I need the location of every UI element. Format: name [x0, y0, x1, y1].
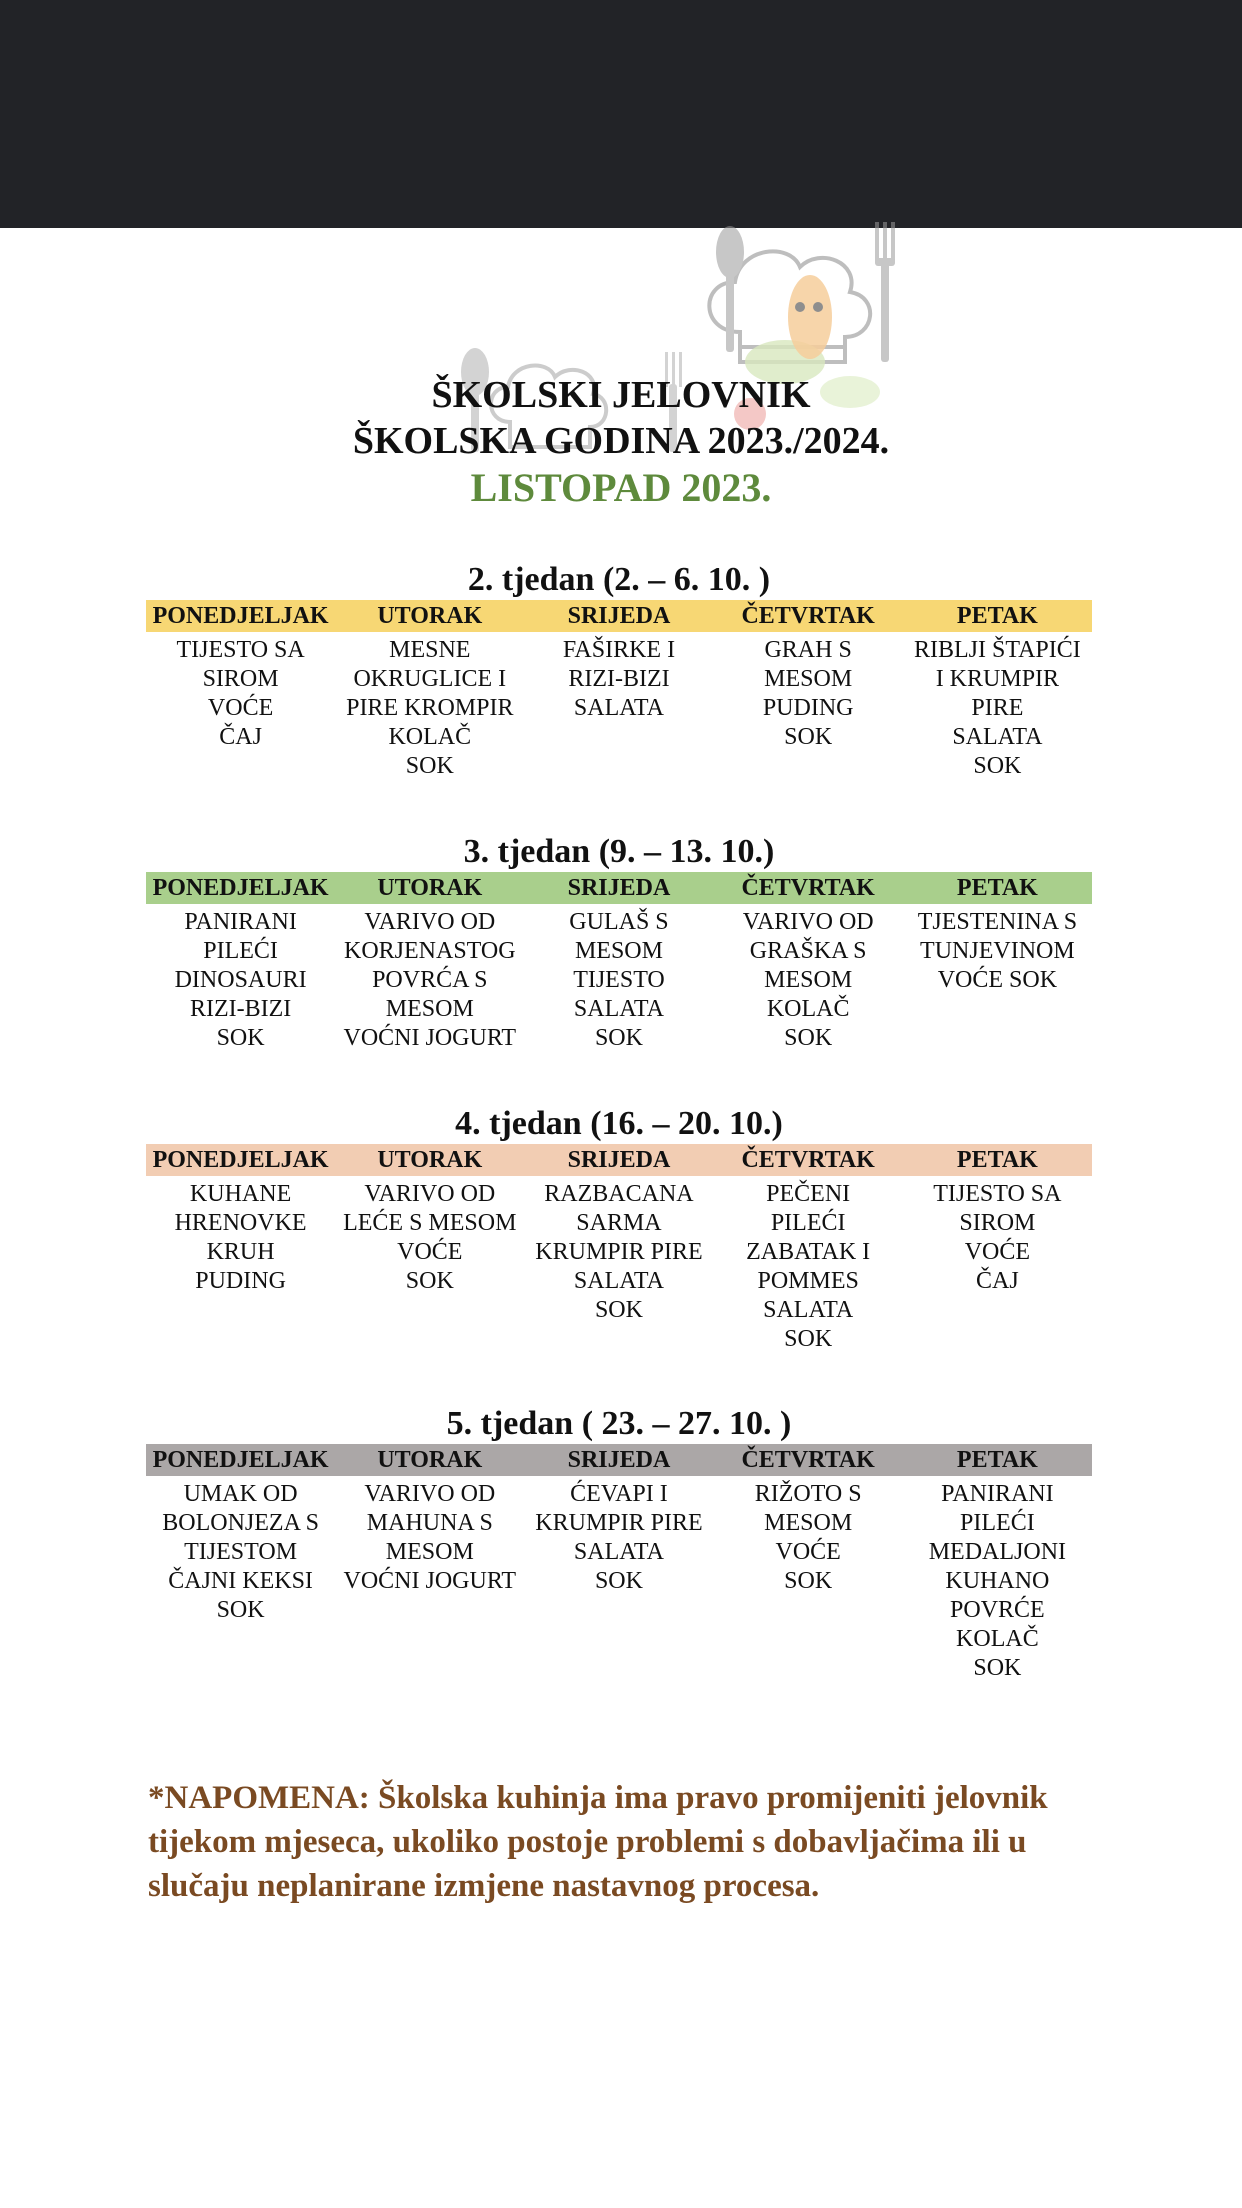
meal-line: ĆEVAPI I [570, 1481, 668, 1507]
meal-line: POVRĆA S [372, 967, 488, 993]
meal-line: SOK [973, 1655, 1022, 1681]
meal-line: KOLAČ [388, 724, 472, 750]
days-header-row [146, 600, 1092, 632]
meal-line: TIJESTO SA [933, 1181, 1062, 1207]
note-paragraph: *NAPOMENA: Školska kuhinja ima pravo promijeniti jelovnik tijekom mjeseca, ukoliko postoje problemi s dobavljačima ili u slučaju neplanirane izmjene nastavnog procesa. [148, 1780, 1048, 1904]
meal-line: MESOM [764, 666, 853, 692]
meal-line: PEČENI [766, 1181, 851, 1207]
meal-line: SIROM [202, 666, 279, 692]
menu-table [146, 872, 1092, 1053]
day-header: UTORAK [377, 1446, 483, 1473]
meal-line: POMMES [757, 1268, 859, 1294]
meal-line: SOK [594, 1297, 643, 1323]
meal-cell [714, 1176, 903, 1354]
meal-line: SIROM [959, 1210, 1036, 1236]
meal-line: ČAJ [976, 1268, 1019, 1294]
day-header: ČETVRTAK [741, 1146, 875, 1173]
meal-line: SOK [784, 1025, 833, 1051]
meal-line: GRAH S [764, 637, 852, 663]
meal-line: RIZI-BIZI [568, 666, 670, 692]
meal-line: VARIVO OD [364, 909, 496, 935]
day-header: PONEDJELJAK [152, 1446, 329, 1473]
meal-cell [335, 1476, 524, 1683]
meal-line: PILEĆI [770, 1210, 846, 1236]
meal-line: GULAŠ S [569, 909, 669, 935]
meal-line: SOK [784, 1326, 833, 1352]
meal-line: RIZI-BIZI [189, 996, 292, 1022]
title-school-year: ŠKOLSKA GODINA 2023./2024. [352, 420, 890, 462]
meal-line: VOĆNI JOGURT [343, 1025, 517, 1051]
meal-line: MEDALJONI [928, 1539, 1067, 1565]
week-title: 2. tjedan (2. – 6. 10. ) [467, 561, 771, 598]
meal-line: MESOM [764, 967, 853, 993]
meal-line: KOLAČ [956, 1626, 1039, 1652]
meal-line: SALATA [763, 1297, 854, 1323]
meal-line: VOĆE [207, 695, 274, 721]
meal-cell [903, 632, 1092, 781]
meal-line: SOK [973, 753, 1022, 779]
meal-line: SOK [405, 1268, 454, 1294]
day-header: SRIJEDA [567, 1146, 671, 1173]
meal-line: PANIRANI [941, 1481, 1054, 1507]
meal-line: DINOSAURI [174, 967, 307, 993]
meal-line: MESOM [574, 938, 663, 964]
meal-line: SALATA [952, 724, 1043, 750]
day-header: PETAK [956, 1146, 1038, 1173]
menu-table [146, 1444, 1092, 1683]
meal-line: TIJESTO SA [176, 637, 305, 663]
meal-line: MAHUNA S [366, 1510, 493, 1536]
meal-line: MESOM [385, 1539, 474, 1565]
meal-cell [524, 632, 713, 781]
meal-line: SOK [216, 1597, 265, 1623]
meal-line: RIŽOTO S [754, 1481, 862, 1507]
meal-line: LEĆE S MESOM [343, 1210, 517, 1236]
meal-cell [335, 632, 524, 781]
meal-line: TUNJEVINOM [920, 938, 1075, 964]
meal-line: PIRE KROMPIR [346, 695, 514, 721]
day-header: PONEDJELJAK [152, 602, 329, 629]
meal-line: PILEĆI [960, 1510, 1035, 1536]
meal-line: RIBLJI ŠTAPIĆI [913, 637, 1081, 663]
meal-cell [903, 1176, 1092, 1354]
meal-line: SOK [784, 1568, 833, 1594]
meal-line: SALATA [573, 996, 665, 1022]
meal-cell [335, 904, 524, 1053]
day-header: UTORAK [377, 1146, 483, 1173]
week-section-5 [146, 1404, 1092, 1683]
meal-line: UMAK OD [183, 1481, 298, 1507]
meal-cell [903, 904, 1092, 1053]
week-section-2 [146, 560, 1092, 781]
meals-row [146, 1176, 1092, 1354]
meal-line: FAŠIRKE I [562, 637, 676, 663]
meal-line: GRAŠKA S [749, 938, 867, 964]
meal-cell [146, 904, 335, 1053]
meals-row [146, 632, 1092, 781]
meal-cell [524, 1476, 713, 1683]
meal-line: PILEĆI [203, 938, 278, 964]
day-header: ČETVRTAK [741, 602, 875, 629]
meals-row [146, 1476, 1092, 1683]
meal-cell [714, 632, 903, 781]
meal-line: VOĆE [397, 1239, 463, 1265]
meal-line: BOLONJEZA S [162, 1510, 319, 1536]
days-header-row [146, 1444, 1092, 1476]
meal-cell [524, 904, 713, 1053]
day-header: UTORAK [377, 602, 483, 629]
week-section-4 [146, 1104, 1092, 1354]
day-header: PETAK [956, 1446, 1038, 1473]
meal-line: KUHANO [945, 1568, 1050, 1594]
meal-line: TJESTENINA S [917, 909, 1078, 935]
meal-line: RAZBACANA [544, 1181, 694, 1207]
day-header: SRIJEDA [567, 1446, 671, 1473]
meal-line: PIRE [971, 695, 1024, 721]
meal-line: SOK [594, 1025, 643, 1051]
meal-line: KUHANE [189, 1181, 292, 1207]
week-title: 4. tjedan (16. – 20. 10.) [455, 1105, 783, 1142]
meal-line: ZABATAK I [746, 1239, 871, 1265]
meal-line: VOĆE SOK [937, 967, 1058, 993]
meal-line: ČAJ [219, 724, 262, 750]
week-section-3 [146, 832, 1092, 1053]
menu-table [146, 600, 1092, 781]
meal-line: SALATA [573, 1539, 665, 1565]
meal-cell [714, 904, 903, 1053]
days-header-row [146, 1144, 1092, 1176]
day-header: UTORAK [377, 874, 483, 901]
day-header: SRIJEDA [567, 602, 671, 629]
day-header: PETAK [956, 874, 1038, 901]
meal-line: POVRĆE [950, 1597, 1045, 1623]
meal-line: VARIVO OD [364, 1181, 496, 1207]
meal-line: SOK [216, 1025, 265, 1051]
meal-line: KRUMPIR PIRE [535, 1239, 703, 1265]
meal-cell [714, 1476, 903, 1683]
meal-cell [903, 1476, 1092, 1683]
meal-line: MESNE [389, 637, 471, 663]
title-month: LISTOPAD 2023. [470, 465, 772, 510]
meal-line: SALATA [573, 1268, 665, 1294]
day-header: SRIJEDA [567, 874, 671, 901]
meal-line: MESOM [764, 1510, 853, 1536]
meal-line: SARMA [576, 1210, 662, 1236]
meal-cell [335, 1176, 524, 1354]
meal-line: PUDING [195, 1268, 286, 1294]
meal-line: SOK [784, 724, 833, 750]
meal-line: VARIVO OD [364, 1481, 496, 1507]
header-titles [0, 372, 1242, 512]
menu-table [146, 1144, 1092, 1354]
meal-line: VOĆNI JOGURT [343, 1568, 517, 1594]
meal-line: VARIVO OD [742, 909, 874, 935]
meal-line: TIJESTO [573, 967, 665, 993]
day-header: PETAK [956, 602, 1038, 629]
meal-cell [146, 1176, 335, 1354]
day-header: ČETVRTAK [741, 874, 875, 901]
meal-line: SALATA [573, 695, 665, 721]
meals-row [146, 904, 1092, 1053]
meal-cell [146, 1476, 335, 1683]
meal-line: I KRUMPIR [935, 666, 1060, 692]
meal-line: HRENOVKE [174, 1210, 307, 1236]
day-header: PONEDJELJAK [152, 874, 329, 901]
meal-cell [146, 632, 335, 781]
meal-line: PANIRANI [184, 909, 297, 935]
days-header-row [146, 872, 1092, 904]
meal-line: PUDING [762, 695, 854, 721]
meal-line: MESOM [385, 996, 474, 1022]
week-title: 5. tjedan ( 23. – 27. 10. ) [446, 1405, 792, 1442]
meal-line: KRUH [206, 1239, 275, 1265]
title-school-menu: ŠKOLSKI JELOVNIK [431, 374, 811, 416]
meal-line: ČAJNI KEKSI [168, 1568, 313, 1594]
week-title: 3. tjedan (9. – 13. 10.) [463, 833, 775, 870]
day-header: ČETVRTAK [741, 1446, 875, 1473]
meal-line: OKRUGLICE I [353, 666, 507, 692]
meal-line: SOK [405, 753, 454, 779]
meal-line: KORJENASTOG [343, 938, 516, 964]
meal-line: VOĆE [964, 1239, 1031, 1265]
top-dark-bar [0, 0, 1242, 228]
meal-line: SOK [594, 1568, 643, 1594]
meal-cell [524, 1176, 713, 1354]
meal-line: VOĆE [775, 1539, 841, 1565]
meal-line: KOLAČ [766, 996, 850, 1022]
day-header: PONEDJELJAK [152, 1146, 329, 1173]
meal-line: KRUMPIR PIRE [535, 1510, 703, 1536]
meal-line: TIJESTOM [184, 1539, 298, 1565]
